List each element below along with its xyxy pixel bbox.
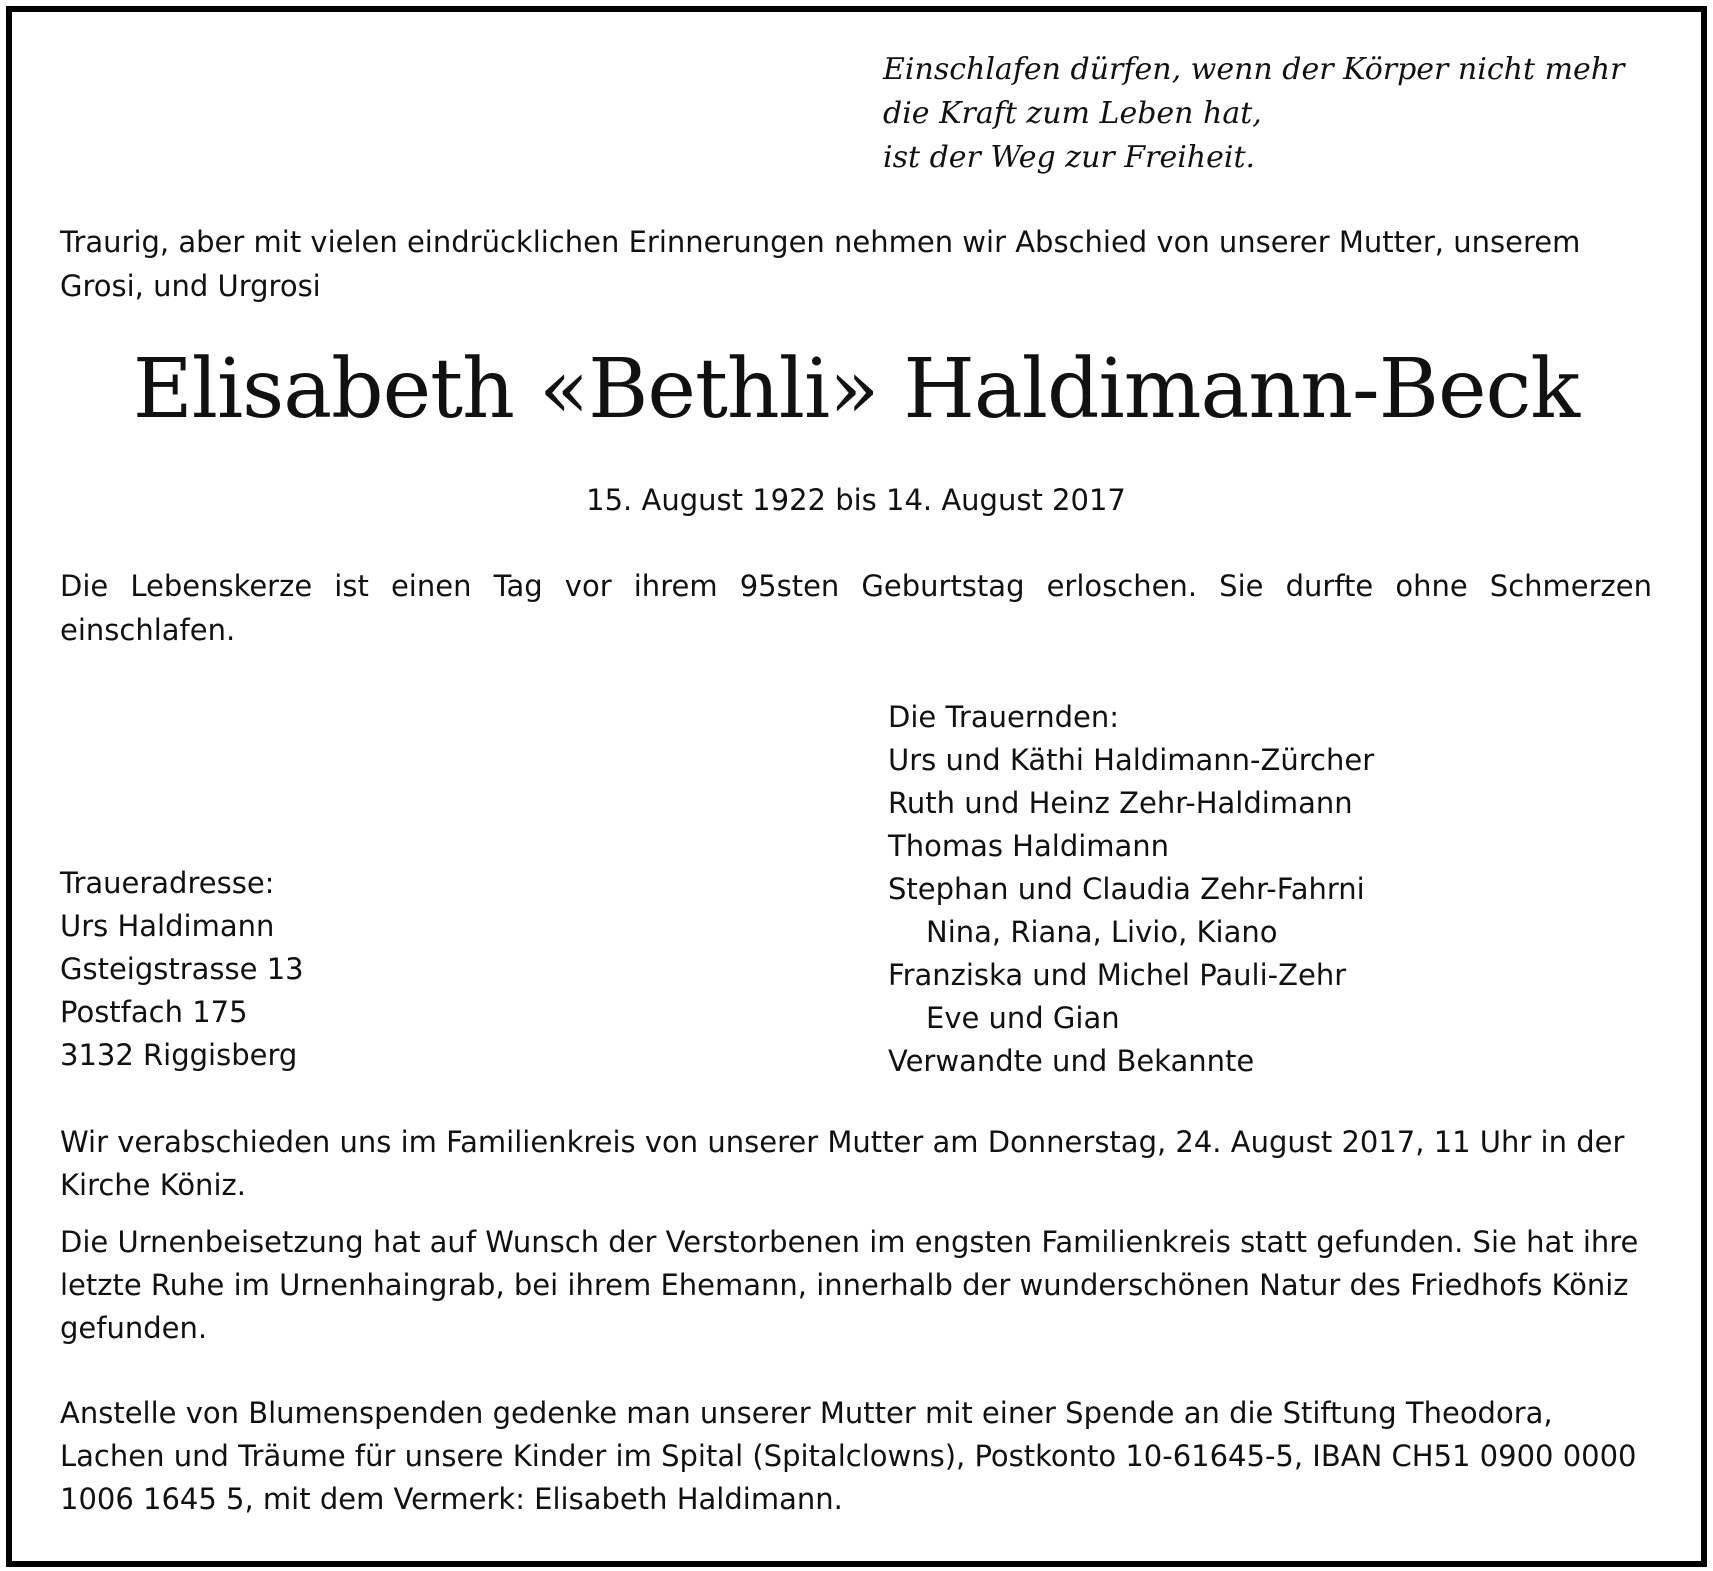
urn-burial-text: Die Urnenbeisetzung hat auf Wunsch der Verstorbenen im engsten Familienkreis statt gefunden. Sie hat ihre letzte Ruhe im Urnenhaingrab, bei ihrem Ehemann, innerhalb der wunderschönen Natur des Friedhofs Köniz gefunden. [60, 1225, 1639, 1345]
donation-text: Anstelle von Blumenspenden gedenke man unserer Mutter mit einer Spende an die Stiftung Theodora, Lachen und Träume für unsere Kinder im Spital (Spitalclowns), Postkonto 10-61645-5, IBAN CH51 0900 0000 1006 1645 5, mit dem Vermerk: Elisabeth Haldimann. [60, 1396, 1637, 1516]
farewell-text: Wir verabschieden uns im Familienkreis von unserer Mutter am Donnerstag, 24. August 2017, 11 Uhr in der Kirche Köniz. [60, 1125, 1625, 1202]
address-line: 3132 Riggisberg [60, 1038, 298, 1072]
mourner-entry: Verwandte und Bekannte [888, 1044, 1255, 1078]
mourner-entry: Urs und Käthi Haldimann-Zürcher [888, 743, 1375, 777]
mourning-address [60, 862, 760, 1077]
intro-text: Traurig, aber mit vielen eindrücklichen Erinnerungen nehmen wir Abschied von unserer Mutter, unserem Grosi, und Urgrosi [60, 225, 1581, 303]
mourner-entry-children: Nina, Riana, Livio, Kiano [926, 915, 1278, 949]
mourner-entry: Ruth und Heinz Zehr-Haldimann [888, 786, 1353, 820]
motto-line: die Kraft zum Leben hat, [883, 96, 1262, 131]
address-line: Postfach 175 [60, 995, 248, 1029]
mourner-entry: Thomas Haldimann [888, 829, 1170, 863]
mourner-entry: Stephan und Claudia Zehr-Fahrni [888, 872, 1365, 906]
deceased-name: Elisabeth «Bethli» Haldimann-Beck [132, 342, 1580, 437]
motto-line: Einschlafen dürfen, wenn der Körper nicht mehr [883, 52, 1625, 87]
mourner-entry: Franziska und Michel Pauli-Zehr [888, 958, 1347, 992]
mourner-entry-children: Eve und Gian [926, 1001, 1120, 1035]
address-line: Urs Haldimann [60, 909, 275, 943]
address-heading: Traueradresse: [60, 866, 275, 900]
life-dates: 15. August 1922 bis 14. August 2017 [586, 483, 1126, 517]
motto-line: ist der Weg zur Freiheit. [883, 140, 1256, 175]
address-line: Gsteigstrasse 13 [60, 952, 304, 986]
life-text: Die Lebenskerze ist einen Tag vor ihrem 95sten Geburtstag erloschen. Sie durfte ohne Schmerzen einschlafen. [60, 569, 1652, 647]
motto-quote [883, 48, 1643, 180]
mourners-list [888, 696, 1668, 1083]
mourners-heading: Die Trauernden: [888, 700, 1120, 734]
